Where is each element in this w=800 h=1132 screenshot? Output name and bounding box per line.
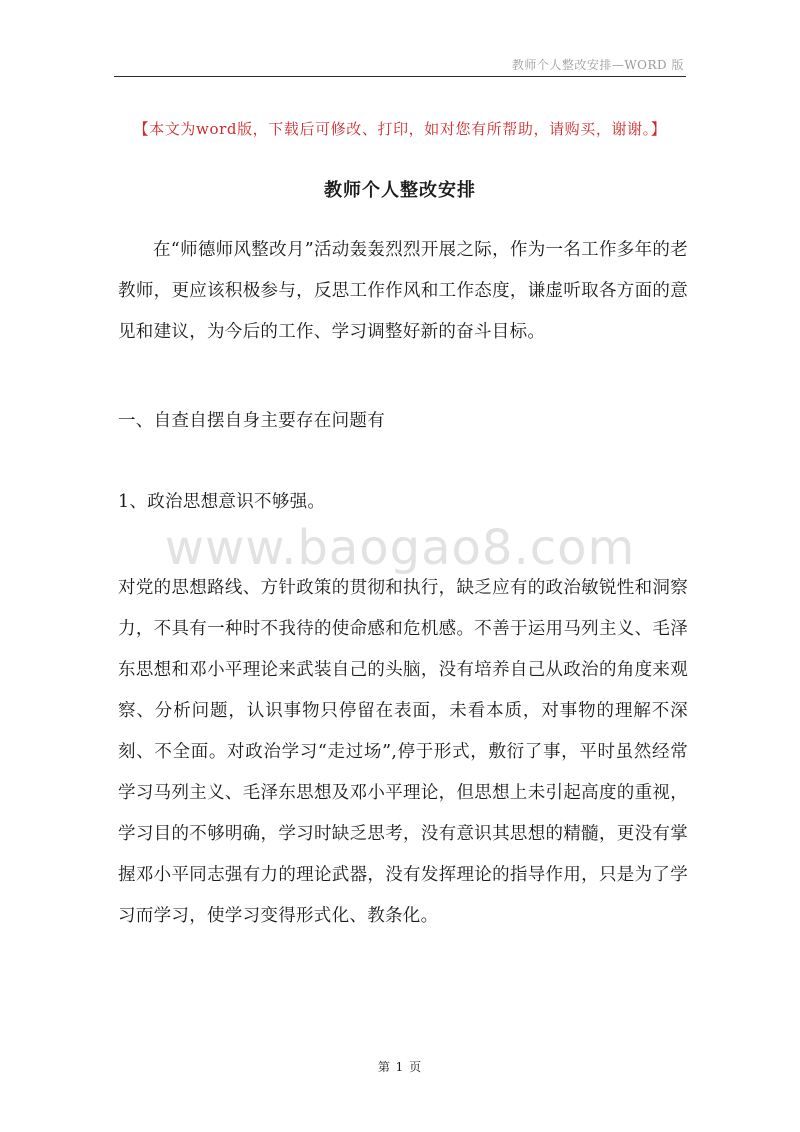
intro-paragraph: 在“师德师风整改月”活动轰轰烈烈开展之际，作为一名工作多年的老教师，更应该积极参与，反思工作作风和工作态度，谦虚听取各方面的意见和建议，为今后的工作、学习调整好新的奋斗目标。 [118,240,688,342]
header-divider [114,76,686,77]
site-watermark: www.baogao8.com [164,520,636,576]
item-paragraph: 对党的思想路线、方针政策的贯彻和执行，缺乏应有的政治敏锐性和洞察力，不具有一种时不我待的使命感和危机感。不善于运用马列主义、毛泽东思想和邓小平理论来武装自己的头脑，没有培养自己从政治的角度来观察、分析问题，认识事物只停留在表面，未看本质，对事物的理解不深刻、不全面。对政治学习“走过场”,停于形式，敷衍了事，平时虽然经常学习马列主义、毛泽东思想及邓小平理论，但思想上未引起高度的重视，学习目的不够明确，学习时缺乏思考，没有意识其思想的精髓，更没有掌握邓小平同志强有力的理论武器，没有发挥理论的指导作用，只是为了学习而学习，使学习变得形式化、教条化。 [118,578,688,926]
running-header: 教师个人整改安排—WORD 版 [511,58,684,72]
section-heading: 一、自查自摆自身主要存在问题有 [118,411,385,431]
purchase-notice: 【本文为word版，下载后可修改、打印，如对您有所帮助，请购买，谢谢。】 [133,120,667,138]
item-heading: 1、政治思想意识不够强。 [118,492,326,512]
document-title: 教师个人整改安排 [324,180,476,201]
page-number: 第 1 页 [377,1060,423,1074]
